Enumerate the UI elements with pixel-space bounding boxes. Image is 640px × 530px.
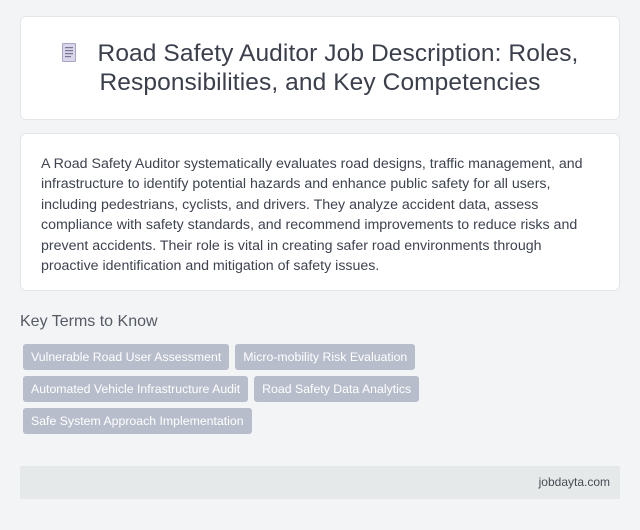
tag-row: [23, 408, 603, 434]
tag-row: [23, 376, 603, 402]
key-terms-tags: [23, 344, 603, 440]
tag-automated-vehicle-infrastructure-audit: Automated Vehicle Infrastructure Audit: [23, 376, 248, 402]
tag-vulnerable-road-user-assessment: Vulnerable Road User Assessment: [23, 344, 229, 370]
tag-micro-mobility-risk-evaluation: Micro-mobility Risk Evaluation: [235, 344, 415, 370]
footer: [20, 466, 620, 499]
footer-site-link[interactable]: jobdayta.com: [538, 475, 610, 489]
tag-road-safety-data-analytics: Road Safety Data Analytics: [254, 376, 419, 402]
key-terms-heading: Key Terms to Know: [20, 313, 158, 330]
tag-row: [23, 344, 603, 370]
page-title: Road Safety Auditor Job Description: Roles, Responsibilities, and Key Competencies: [97, 40, 579, 96]
description-text: A Road Safety Auditor systematically evaluates road designs, traffic management, and infrastructure to identify potential hazards and enhance public safety for all users, including pedestrians, cyclists, and drivers. They analyze accident data, assess compliance with safety standards, and recommend improvements to reduce risks and prevent accidents. Their role is vital in creating safer road environments through proactive identification and mitigation of safety issues.: [41, 156, 583, 275]
description-card: [20, 133, 620, 291]
document-icon: [62, 40, 76, 59]
title-card: [20, 16, 620, 120]
page-title-block: [21, 39, 619, 97]
tag-safe-system-approach-implementation: Safe System Approach Implementation: [23, 408, 252, 434]
